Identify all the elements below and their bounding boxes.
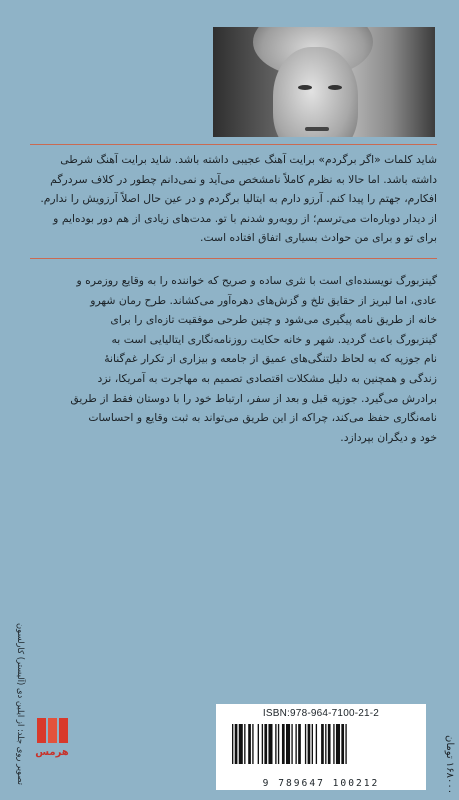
photo-face [273,47,358,137]
quote-text [30,150,437,248]
description-text [30,271,437,447]
description-line: نامه‌نگاری حفظ می‌کند، چراکه از این طریق می‌تواند به ثبت وقایع و احساسات [88,411,437,425]
quote-top-rule [30,144,437,145]
photo-eye-left [298,85,312,90]
isbn-barcode-box [216,704,426,790]
price-label: ۱۶۸۰۰۰ تومان [444,734,455,794]
description-line: گینزبورگ باعث گردید. شهر و خانه حکایت روزنامه‌نگاری ایتالیایی است به [111,332,437,346]
quote-line: افکارم، جهتم را پیدا کنم. آرزو دارم به ایتالیا برگردم و در عین حال اصلاً آرزویش را ندارم. [40,192,437,206]
isbn-text: ISBN:978-964-7100-21-2 [262,708,380,719]
quote-line: برای تو و برای من حوادث بسیاری اتفاق افتاده است. [200,231,437,245]
barcode-number: 9 789647 100212 [262,778,380,789]
publisher-logo-icon [33,718,71,743]
author-photo [213,27,435,137]
publisher-logo [33,718,71,778]
barcode-icon [230,724,412,776]
description-line: عادی، اما لبریز از حقایق تلخ و گزش‌های دهره‌آور می‌کشاند. طرح رمان شهرو [90,293,437,307]
quote-line: شاید کلمات «اگر برگردم» برایت آهنگ عجیبی داشته باشد. شاید برایت آهنگ شرطی [60,153,437,166]
description-line: گینزبورگ نویسنده‌ای است با نثری ساده و صریح که خواننده را به وقایع روزمره و [76,274,437,287]
publisher-name: هرمس [35,747,69,758]
description-line: برادرش می‌گیرد. جوزپه قبل و بعد از سفر، ارتباط خود را با دوستان فقط از طریق [70,391,437,405]
quote-line: از دیدار دوباره‌ات می‌ترسم؛ از روبه‌رو شدنم با تو. مدت‌های زیادی از هم دور بوده‌ایم و [53,211,437,225]
cover-credit: تصویر روی جلد: از ایلین دی (آلیستر) کارلسون [16,623,26,785]
description-line: زندگی و همچنین به دلیل مشکلات اقتصادی تصمیم به مهاجرت به آمریکا، نزد [97,371,437,385]
description-line: خود و دیگران بپردازد. [340,430,437,444]
photo-mouth [305,127,329,131]
description-line: خانه از طریق نامه پیگیری می‌شود و چنین طرحی موفقیت تازه‌ای را برای [110,313,437,327]
quote-bottom-rule [30,258,437,259]
quote-line: داشته باشد. اما حالا به نظرم کاملاً نامشخص می‌آید و نمی‌دانم چطور در کلاف سردرگم [50,172,437,186]
photo-eye-right [328,85,342,90]
description-line: نام جوزپه که به لحاظ دلتنگی‌های عمیق از جامعه و بیزاری از تکرار غم‌گنانهٔ [104,352,437,366]
